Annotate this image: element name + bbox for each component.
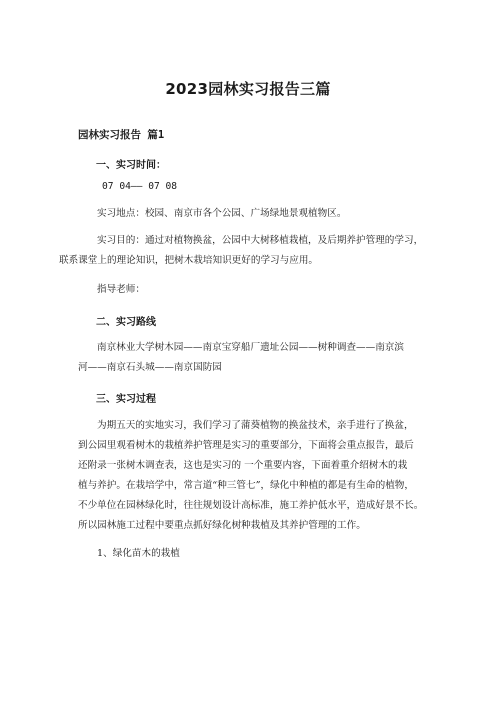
process-line: 还附录一张树木调查表，这也是实习的 一个重要内容，下面着重介绍树木的栽 — [78, 460, 408, 471]
item-seedling-planting: 1、绿化苗木的栽植 — [97, 548, 180, 559]
practice-date: 07 04—— 07 08 — [102, 181, 178, 192]
section-title: 园林实习报告 篇1 — [78, 129, 165, 141]
process-line: 到公园里观看树木的栽植养护管理是实习的重要部分，下面将会重点报告，最后 — [78, 440, 414, 451]
document-title: 2023园林实习报告三篇 — [165, 80, 331, 98]
heading-process: 三、实习过程 — [96, 394, 156, 405]
route-paragraph — [78, 338, 416, 378]
practice-location: 实习地点：校园、南京市各个公园、广场绿地景观植物区。 — [97, 208, 347, 219]
teacher-label: 指导老师： — [97, 284, 145, 295]
purpose-line: 实习目的：通过对植物换盆，公园中大树移植栽植，及后期养护管理的学习， — [97, 235, 424, 246]
heading-practice-time: 一、实习时间： — [96, 160, 166, 171]
process-line: 植与养护。在栽培学中，常言道“种三管七”，绿化中种植的都是有生命的植物， — [78, 480, 414, 491]
process-line: 所以园林施工过程中要重点抓好绿化树种栽植及其养护管理的工作。 — [78, 520, 366, 531]
practice-purpose — [59, 231, 424, 271]
purpose-line: 联系课堂上的理论知识，把树木栽培知识更好的学习与应用。 — [59, 255, 319, 266]
process-line: 为期五天的实地实习，我们学习了蒲葵植物的换盆技术，亲手进行了换盆， — [97, 420, 414, 431]
route-line: 河——南京石头城——南京国防园 — [78, 362, 222, 373]
heading-route: 二、实习路线 — [96, 317, 156, 328]
process-paragraph — [78, 416, 424, 536]
process-line: 不少单位在园林绿化时，往往规划设计高标准，施工养护低水平，造成好景不长。 — [78, 500, 424, 511]
route-line: 南京林业大学树木园——南京宝穿船厂遗址公园——树种调查——南京滨 — [97, 342, 404, 353]
